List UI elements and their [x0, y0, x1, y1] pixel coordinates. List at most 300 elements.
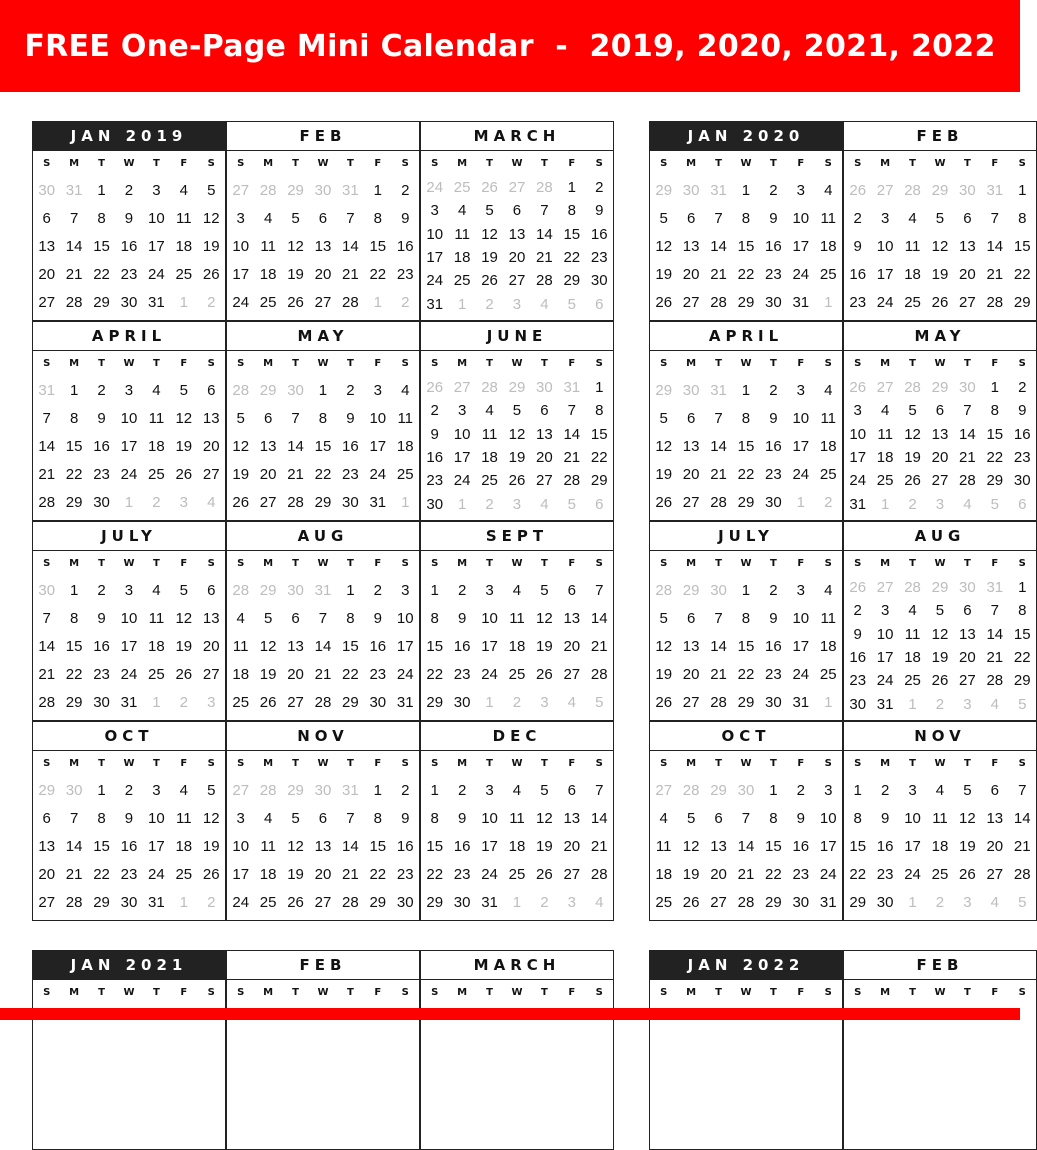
day-number: 18 [904, 649, 921, 667]
day-number: 25 [481, 472, 498, 490]
day-number: 19 [931, 649, 949, 667]
weekday-label: M [880, 158, 891, 169]
day-number: 16 [369, 637, 387, 655]
adjacent-month-day: 3 [567, 893, 576, 911]
day-number: 15 [849, 837, 867, 855]
day-number: 26 [175, 665, 193, 683]
day-number: 4 [263, 809, 273, 827]
weekday-label: T [98, 158, 105, 169]
day-number: 16 [876, 837, 894, 855]
day-number: 24 [426, 272, 444, 290]
adjacent-month-day: 2 [401, 293, 410, 311]
weekday-label: T [486, 987, 493, 998]
adjacent-month-day: 1 [908, 893, 917, 911]
day-number: 1 [318, 381, 328, 399]
weekday-label: W [317, 158, 329, 169]
week-row [650, 176, 842, 204]
day-number: 19 [508, 449, 526, 467]
weekday-label: M [457, 158, 468, 169]
day-number: 9 [401, 809, 410, 827]
day-number: 24 [819, 865, 837, 883]
day-number: 20 [38, 265, 56, 283]
weekday-label: S [431, 558, 439, 569]
day-number: 6 [207, 381, 216, 399]
day-number: 3 [236, 209, 245, 227]
day-number: 2 [769, 181, 778, 199]
day-number: 19 [536, 837, 553, 855]
day-number: 14 [1013, 809, 1031, 827]
day-number: 22 [563, 249, 581, 267]
page-title: FREE One-Page Mini Calendar - 2019, 2020, 2021, 2022 [24, 28, 996, 64]
day-number: 14 [65, 837, 83, 855]
week-row [421, 223, 613, 246]
day-number: 16 [396, 837, 414, 855]
day-number: 26 [655, 693, 673, 711]
day-number: 30 [765, 493, 782, 511]
adjacent-month-day: 29 [38, 781, 56, 799]
day-number: 12 [904, 425, 921, 443]
month-feb-2019 [226, 121, 420, 321]
day-number: 4 [152, 381, 161, 399]
day-number: 1 [741, 181, 751, 199]
adjacent-month-day: 26 [426, 379, 444, 397]
day-number: 27 [202, 465, 220, 483]
day-number: 7 [346, 809, 355, 827]
weekday-label: S [595, 987, 603, 998]
weekday-label: M [686, 558, 697, 569]
adjacent-month-day: 2 [485, 495, 494, 513]
day-number: 17 [453, 449, 471, 467]
day-number: 8 [97, 209, 106, 227]
adjacent-month-day: 1 [401, 493, 410, 511]
adjacent-month-day: 30 [287, 381, 304, 399]
day-number: 3 [373, 381, 382, 399]
weekday-label: T [963, 758, 971, 769]
weekday-label: F [797, 358, 805, 369]
week-row [227, 488, 419, 516]
day-number: 18 [655, 865, 673, 883]
weekday-label: S [824, 987, 832, 998]
week-row [844, 599, 1036, 622]
day-number: 27 [287, 693, 304, 711]
weekday-label: S [43, 758, 51, 769]
day-number: 14 [342, 237, 359, 255]
day-number: 15 [737, 237, 755, 255]
day-number: 23 [765, 665, 782, 683]
month-title: APRIL [33, 322, 225, 351]
adjacent-month-day: 1 [880, 495, 890, 513]
weekday-label: M [69, 558, 80, 569]
day-number: 20 [536, 449, 553, 467]
day-number: 5 [291, 209, 300, 227]
day-number: 18 [175, 237, 193, 255]
day-number: 10 [876, 625, 894, 643]
weekday-label: W [123, 158, 135, 169]
adjacent-month-day: 29 [287, 181, 304, 199]
day-number: 8 [567, 202, 576, 220]
day-number: 29 [590, 472, 608, 490]
weekday-label: F [568, 558, 576, 569]
day-number: 17 [369, 437, 387, 455]
day-number: 19 [232, 465, 250, 483]
day-number: 22 [369, 265, 387, 283]
month-title: FEB [844, 951, 1036, 980]
month-jan-2020-2020 [649, 121, 843, 321]
day-number: 24 [876, 293, 894, 311]
day-number: 21 [563, 449, 581, 467]
adjacent-month-day: 31 [986, 181, 1004, 199]
day-number: 17 [876, 649, 894, 667]
day-number: 7 [69, 209, 79, 227]
month-title: NOV [227, 722, 419, 751]
adjacent-month-day: 3 [179, 493, 188, 511]
adjacent-month-day: 3 [963, 893, 972, 911]
adjacent-month-day: 30 [536, 379, 553, 397]
day-number: 23 [765, 265, 782, 283]
weekday-label: S [854, 758, 862, 769]
weekday-label: T [292, 558, 299, 569]
weekday-label: T [98, 987, 105, 998]
day-number: 14 [342, 837, 359, 855]
day-number: 7 [42, 409, 51, 427]
adjacent-month-day: 1 [124, 493, 134, 511]
adjacent-month-day: 4 [595, 893, 604, 911]
day-number: 2 [853, 209, 862, 227]
weekday-label: S [43, 358, 51, 369]
adjacent-month-day: 2 [485, 295, 494, 313]
adjacent-month-day: 1 [152, 693, 161, 711]
day-number: 31 [792, 693, 810, 711]
day-number: 29 [737, 693, 755, 711]
day-number: 23 [765, 465, 782, 483]
day-number: 7 [990, 602, 999, 620]
day-number: 28 [563, 472, 581, 490]
day-number: 9 [346, 409, 355, 427]
weekday-label: W [740, 158, 752, 169]
day-number: 23 [453, 865, 471, 883]
day-number: 5 [179, 581, 188, 599]
month-jan-2022-2022 [649, 950, 843, 1150]
weekday-label: W [934, 558, 946, 569]
adjacent-month-day: 26 [481, 179, 498, 197]
weekday-header [844, 751, 1036, 776]
adjacent-month-day: 1 [485, 693, 494, 711]
day-number: 3 [485, 581, 494, 599]
day-number: 30 [396, 893, 414, 911]
month-title: FEB [227, 951, 419, 980]
week-row [421, 399, 613, 422]
week-row [33, 488, 225, 516]
week-row [33, 860, 225, 888]
week-row [650, 404, 842, 432]
week-row [650, 688, 842, 716]
day-number: 18 [175, 837, 193, 855]
weekday-label: W [511, 358, 523, 369]
day-number: 27 [259, 493, 277, 511]
day-number: 5 [263, 609, 273, 627]
adjacent-month-day: 3 [512, 295, 522, 313]
week-row [227, 204, 419, 232]
week-row [844, 232, 1036, 260]
day-number: 26 [536, 665, 553, 683]
adjacent-month-day: 4 [540, 495, 549, 513]
weekday-header [421, 151, 613, 176]
day-number: 20 [682, 465, 700, 483]
day-number: 6 [963, 602, 972, 620]
month-title: JUNE [421, 322, 613, 351]
adjacent-month-day: 3 [540, 693, 549, 711]
day-number: 28 [342, 293, 359, 311]
day-number: 20 [287, 665, 304, 683]
day-number: 17 [792, 637, 810, 655]
day-number: 26 [536, 865, 553, 883]
day-number: 7 [990, 209, 999, 227]
weekday-label: S [660, 758, 668, 769]
weekday-label: S [660, 558, 668, 569]
day-number: 3 [124, 581, 134, 599]
day-number: 22 [65, 665, 83, 683]
weekday-label: M [686, 758, 697, 769]
day-number: 22 [314, 465, 332, 483]
day-number: 11 [904, 625, 921, 643]
adjacent-month-day: 29 [931, 379, 949, 397]
weekday-header [227, 980, 419, 1005]
adjacent-month-day: 5 [1018, 893, 1027, 911]
day-number: 1 [1018, 579, 1027, 597]
day-number: 16 [765, 637, 782, 655]
day-number: 17 [120, 637, 138, 655]
day-number: 11 [932, 809, 948, 827]
day-number: 24 [232, 893, 250, 911]
weekday-label: T [152, 358, 160, 369]
day-number: 31 [120, 693, 138, 711]
day-number: 22 [986, 449, 1004, 467]
day-number: 12 [508, 425, 526, 443]
adjacent-month-day: 2 [935, 893, 945, 911]
weekday-label: S [660, 158, 668, 169]
day-number: 19 [536, 637, 553, 655]
day-number: 19 [682, 865, 700, 883]
day-number: 18 [232, 665, 250, 683]
adjacent-month-day: 2 [540, 893, 549, 911]
day-number: 1 [97, 181, 106, 199]
day-number: 25 [259, 293, 277, 311]
weekday-label: M [880, 987, 891, 998]
day-number: 9 [853, 237, 862, 255]
week-row [421, 446, 613, 469]
day-number: 29 [737, 293, 755, 311]
weekday-label: F [180, 758, 188, 769]
weekday-label: M [69, 358, 80, 369]
month-jan-2019-2019 [32, 121, 226, 321]
day-number: 16 [792, 837, 810, 855]
adjacent-month-day: 28 [481, 379, 498, 397]
day-number: 4 [485, 402, 494, 420]
day-number: 2 [1018, 379, 1027, 397]
day-number: 15 [342, 637, 359, 655]
day-number: 23 [849, 293, 867, 311]
day-number: 9 [97, 409, 106, 427]
adjacent-month-day: 28 [904, 379, 921, 397]
day-number: 16 [396, 237, 414, 255]
day-number: 31 [481, 893, 498, 911]
day-number: 21 [342, 265, 359, 283]
day-number: 14 [590, 809, 608, 827]
day-number: 23 [93, 465, 110, 483]
weekday-label: T [98, 558, 105, 569]
day-number: 21 [590, 637, 608, 655]
day-number: 22 [426, 665, 444, 683]
week-row [650, 288, 842, 316]
weekday-label: F [568, 758, 576, 769]
day-number: 27 [959, 672, 976, 690]
month-title: JAN 2021 [33, 951, 225, 980]
week-row [227, 860, 419, 888]
day-number: 22 [65, 465, 83, 483]
weekday-label: T [769, 987, 777, 998]
day-number: 5 [540, 581, 549, 599]
day-number: 14 [710, 237, 727, 255]
day-number: 27 [314, 293, 332, 311]
day-number: 9 [457, 609, 467, 627]
weekday-label: T [292, 758, 299, 769]
day-number: 21 [986, 265, 1004, 283]
week-row [844, 860, 1036, 888]
day-number: 22 [93, 865, 110, 883]
day-number: 25 [508, 865, 526, 883]
day-number: 8 [346, 609, 355, 627]
day-number: 6 [714, 809, 723, 827]
week-row [844, 176, 1036, 204]
day-number: 2 [853, 602, 862, 620]
weekday-label: F [991, 558, 999, 569]
day-number: 3 [796, 581, 805, 599]
day-number: 31 [148, 293, 165, 311]
week-row [33, 804, 225, 832]
day-number: 4 [908, 602, 917, 620]
adjacent-month-day: 6 [595, 495, 604, 513]
day-number: 26 [904, 472, 921, 490]
weekday-label: T [540, 987, 548, 998]
weekday-label: T [346, 758, 354, 769]
day-number: 10 [792, 409, 810, 427]
day-number: 22 [737, 265, 755, 283]
day-number: 28 [710, 693, 727, 711]
month-july-2020 [649, 521, 843, 721]
day-number: 19 [931, 265, 949, 283]
day-number: 23 [590, 249, 608, 267]
weekday-label: F [991, 158, 999, 169]
week-row [844, 204, 1036, 232]
day-number: 2 [97, 381, 106, 399]
month-april-2019 [32, 321, 226, 521]
weekday-label: S [43, 558, 51, 569]
day-number: 25 [819, 665, 837, 683]
day-number: 15 [314, 437, 332, 455]
day-number: 19 [175, 437, 193, 455]
weekday-label: S [824, 758, 832, 769]
day-number: 17 [819, 837, 837, 855]
day-number: 31 [426, 295, 444, 313]
day-number: 16 [849, 265, 867, 283]
day-number: 25 [819, 465, 837, 483]
day-number: 31 [792, 293, 810, 311]
day-number: 11 [481, 425, 498, 443]
week-row [227, 804, 419, 832]
day-number: 8 [741, 409, 751, 427]
day-number: 4 [880, 402, 890, 420]
weekday-label: W [123, 758, 135, 769]
adjacent-month-day: 26 [849, 579, 867, 597]
day-number: 24 [876, 672, 894, 690]
day-number: 10 [148, 209, 165, 227]
month-title: OCT [650, 722, 842, 751]
day-number: 23 [342, 465, 359, 483]
adjacent-month-day: 27 [232, 781, 250, 799]
day-number: 15 [65, 637, 83, 655]
day-number: 1 [567, 179, 576, 197]
day-number: 8 [595, 402, 604, 420]
day-number: 18 [819, 237, 837, 255]
day-number: 29 [93, 293, 110, 311]
day-number: 29 [563, 272, 581, 290]
day-number: 30 [342, 493, 359, 511]
adjacent-month-day: 2 [824, 493, 833, 511]
day-number: 4 [824, 181, 833, 199]
adjacent-month-day: 29 [931, 181, 949, 199]
weekday-label: T [963, 358, 971, 369]
week-row [844, 646, 1036, 669]
day-number: 5 [485, 202, 494, 220]
weekday-label: F [180, 158, 188, 169]
week-row [650, 460, 842, 488]
day-number: 4 [179, 181, 188, 199]
day-number: 30 [765, 293, 782, 311]
weekday-label: S [401, 987, 409, 998]
weekday-label: W [317, 358, 329, 369]
day-number: 18 [453, 249, 471, 267]
weekday-label: T [963, 558, 971, 569]
adjacent-month-day: 2 [908, 495, 917, 513]
day-number: 5 [686, 809, 696, 827]
day-number: 29 [65, 693, 83, 711]
week-row [421, 269, 613, 292]
day-number: 20 [38, 865, 56, 883]
month-title: JAN 2020 [650, 122, 842, 151]
day-number: 11 [509, 809, 525, 827]
day-number: 7 [714, 609, 723, 627]
day-number: 29 [1013, 293, 1031, 311]
weekday-label: F [568, 358, 576, 369]
month-june-2019 [420, 321, 614, 521]
day-number: 18 [259, 865, 277, 883]
day-number: 23 [1013, 449, 1031, 467]
day-number: 20 [986, 837, 1004, 855]
bottom-red-bar [0, 1008, 1020, 1020]
weekday-label: S [43, 158, 51, 169]
day-number: 17 [426, 249, 444, 267]
week-row [421, 660, 613, 688]
day-number: 14 [959, 425, 976, 443]
week-row [650, 888, 842, 916]
day-number: 30 [453, 693, 471, 711]
month-title: NOV [844, 722, 1036, 751]
day-number: 22 [590, 449, 608, 467]
weekday-label: S [431, 758, 439, 769]
weekday-header [33, 351, 225, 376]
weekday-label: S [401, 358, 409, 369]
day-number: 12 [655, 437, 673, 455]
